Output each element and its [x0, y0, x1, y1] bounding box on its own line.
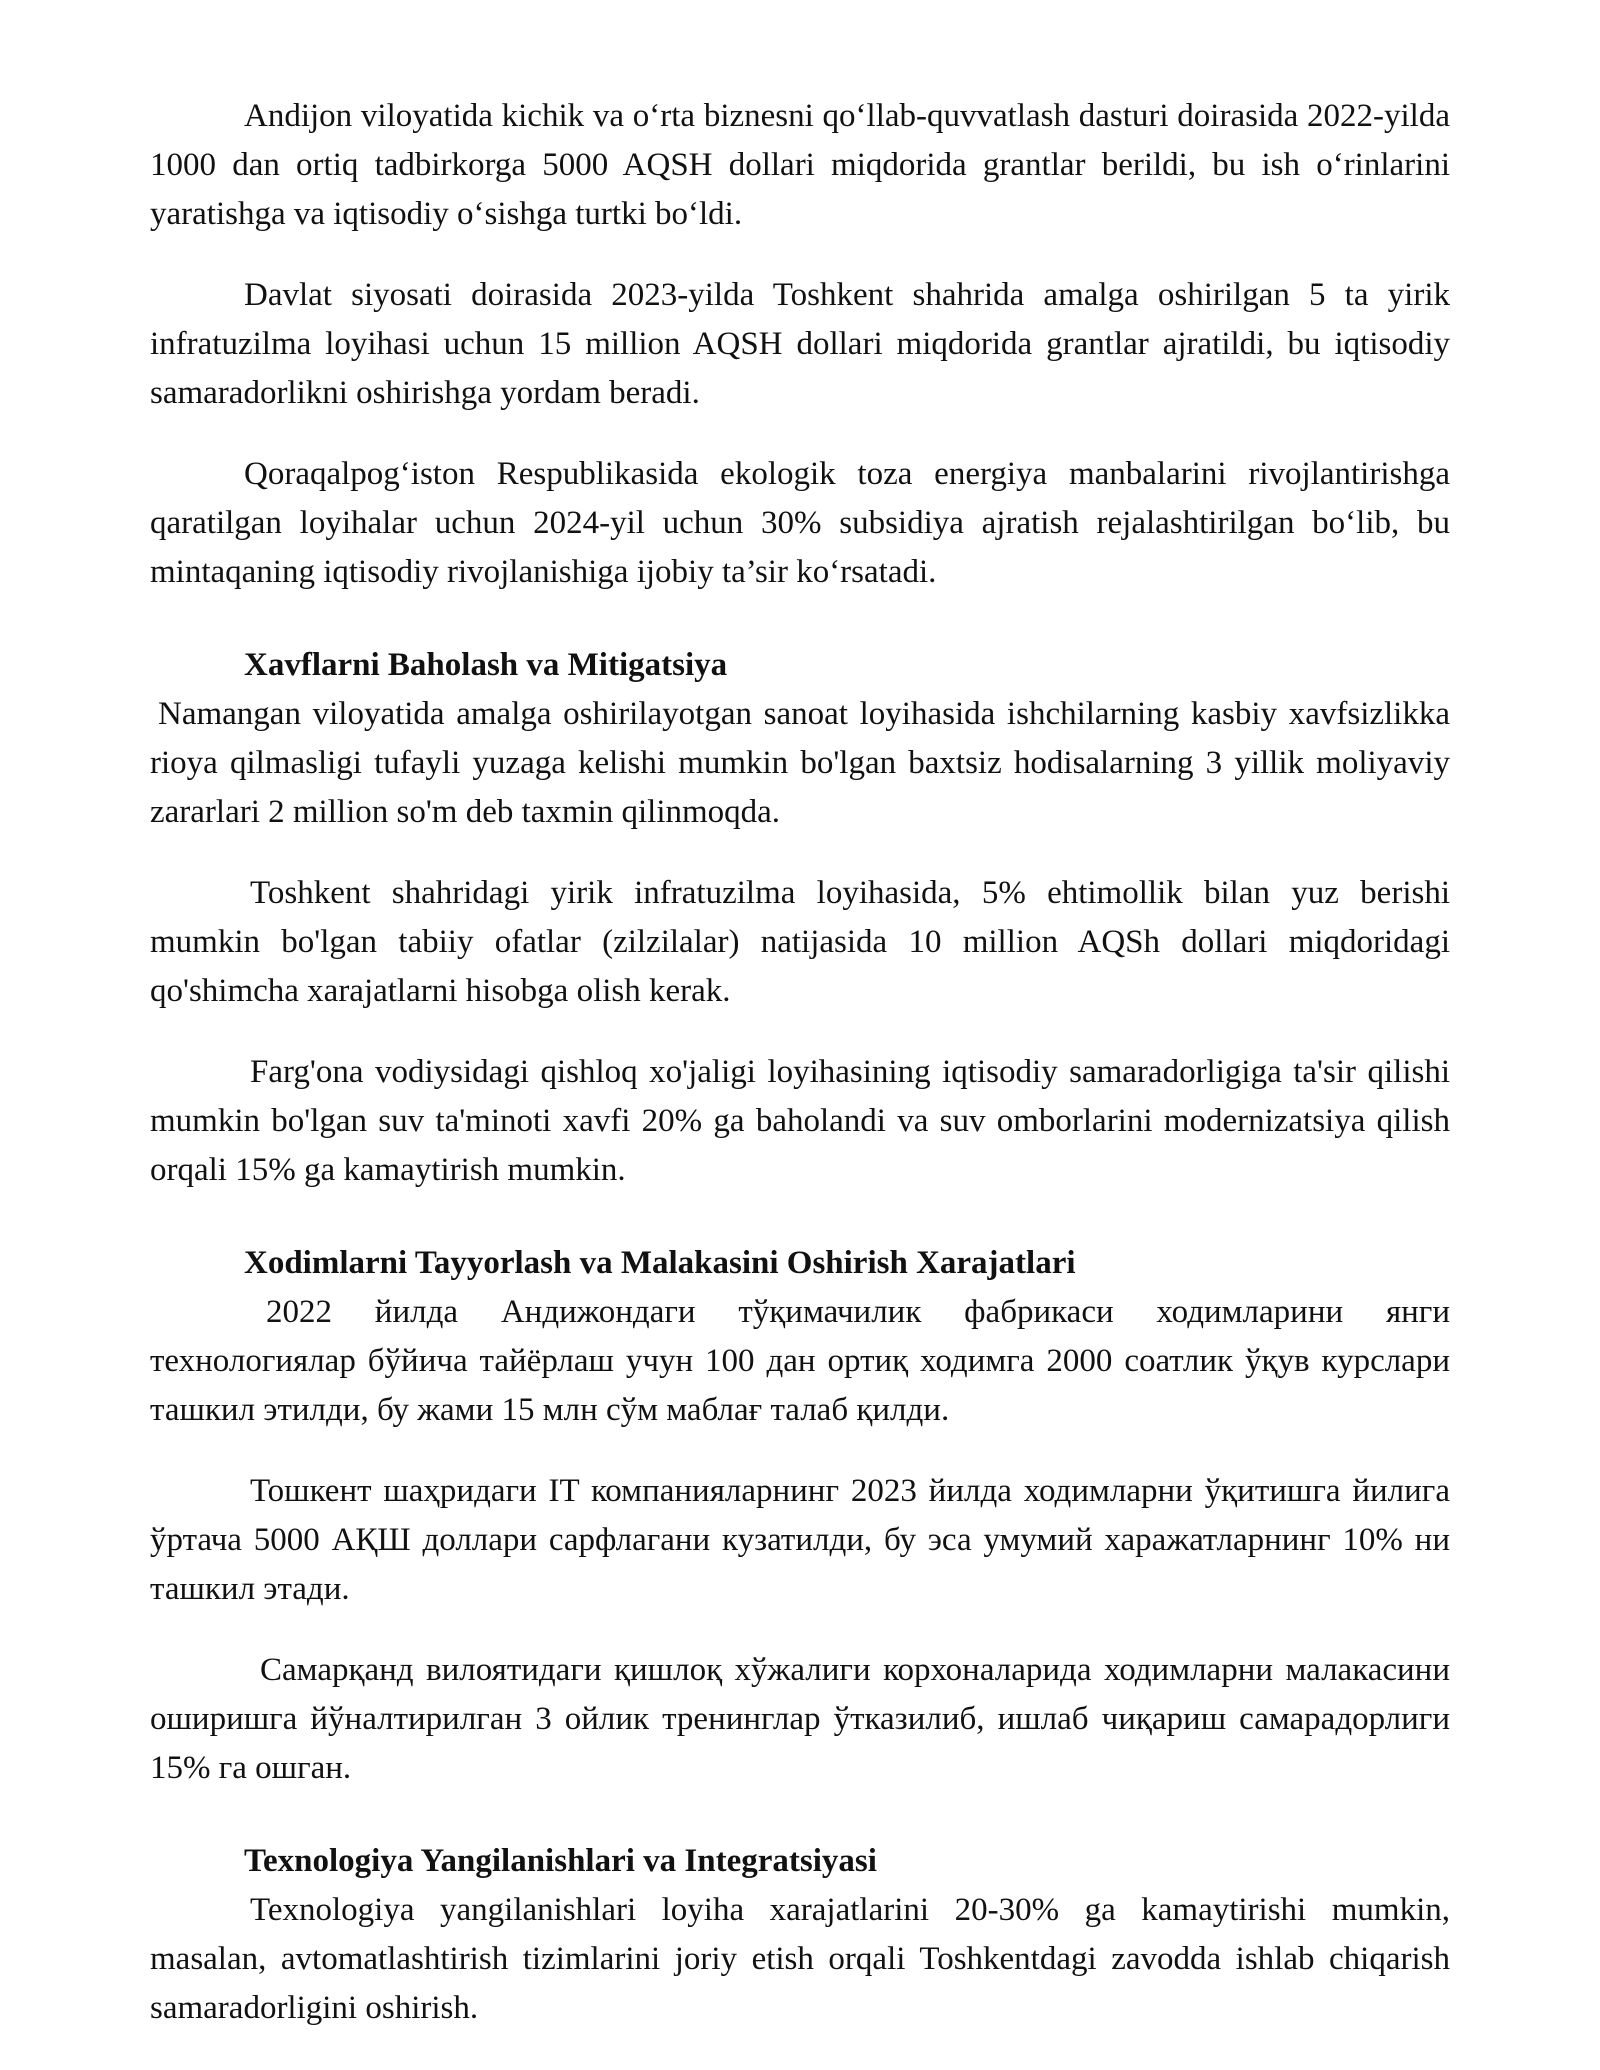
- paragraph-tashkent-infrastructure: Davlat siyosati doirasida 2023-yilda Toshkent shahrida amalga oshirilgan 5 ta yirik infratuzilma loyihasi uchun 15 million AQSH dollari miqdorida grantlar ajratildi, bu iqtisodiy samaradorlikni oshirishga yordam beradi.: [150, 277, 1450, 411]
- paragraph-namangan-risk: Namangan viloyatida amalga oshirilayotgan sanoat loyihasida ishchilarning kasbiy xavfsizlikka rioya qilmasligi tufayli yuzaga kelishi mumkin bo'lgan baxtsiz hodisalarning 3 yillik moliyaviy zararlari 2 million so'm deb taxmin qilinmoqda.: [150, 696, 1450, 830]
- paragraph-karakalpakstan-subsidy: Qoraqalpog‘iston Respublikasida ekologik toza energiya manbalarini rivojlantirishga qaratilgan loyihalar uchun 2024-yil uchun 30% subsidiya ajratish rejalashtirilgan bo‘lib, bu mintaqaning iqtisodiy rivojlanishiga ijobiy ta’sir ko‘rsatadi.: [150, 456, 1450, 590]
- paragraph-tashkent-risk: Toshkent shahridagi yirik infratuzilma loyihasida, 5% ehtimollik bilan yuz berishi mumkin bo'lgan tabiiy ofatlar (zilzilalar) natijasida 10 million AQSh dollari miqdoridagi qo'shimcha xarajatlarni hisobga olish kerak.: [150, 875, 1450, 1009]
- heading-risk-assessment: Xavflarni Baholash va Mitigatsiya: [244, 647, 728, 683]
- paragraph-andijon-training: 2022 йилда Андижондаги тўқимачилик фабрикаси ходимларини янги технологиялар бўйича тайёрлаш учун 100 дан ортиқ ходимга 2000 соатлик ўқув курслари ташкил этилди, бу жами 15 млн сўм маблағ талаб қилди.: [150, 1294, 1450, 1428]
- paragraph-andijon-grants: Andijon viloyatida kichik va o‘rta biznesni qo‘llab-quvvatlash dasturi doirasida 2022-yilda 1000 dan ortiq tadbirkorga 5000 AQSH dollari miqdorida grantlar berildi, bu ish o‘rinlarini yaratishga va iqtisodiy o‘sishga turtki bo‘ldi.: [150, 98, 1450, 232]
- paragraph-tashkent-it-training: Тошкент шаҳридаги IT компанияларнинг 2023 йилда ходимларни ўқитишга йилига ўртача 5000 АҚШ доллари сарфлагани кузатилди, бу эса умумий харажатларнинг 10% ни ташкил этади.: [150, 1473, 1450, 1607]
- paragraph-technology-savings: Texnologiya yangilanishlari loyiha xarajatlarini 20-30% ga kamaytirishi mumkin, masalan, avtomatlashtirish tizimlarini joriy etish orqali Toshkentdagi zavodda ishlab chiqarish samaradorligini oshirish.: [150, 1892, 1450, 2026]
- heading-staff-training: Xodimlarni Tayyorlash va Malakasini Oshirish Xarajatlari: [244, 1245, 1076, 1281]
- heading-technology-updates: Texnologiya Yangilanishlari va Integratsiyasi: [244, 1843, 877, 1879]
- paragraph-fergana-risk: Farg'ona vodiysidagi qishloq xo'jaligi loyihasining iqtisodiy samaradorligiga ta'sir qilishi mumkin bo'lgan suv ta'minoti xavfi 20% ga baholandi va suv omborlarini modernizatsiya qilish orqali 15% ga kamaytirish mumkin.: [150, 1054, 1450, 1188]
- paragraph-samarkand-training: Самарқанд вилоятидаги қишлоқ хўжалиги корхоналарида ходимларни малакасини оширишга йўналтирилган 3 ойлик тренинглар ўтказилиб, ишлаб чиқариш самарадорлиги 15% га ошган.: [150, 1652, 1450, 1786]
